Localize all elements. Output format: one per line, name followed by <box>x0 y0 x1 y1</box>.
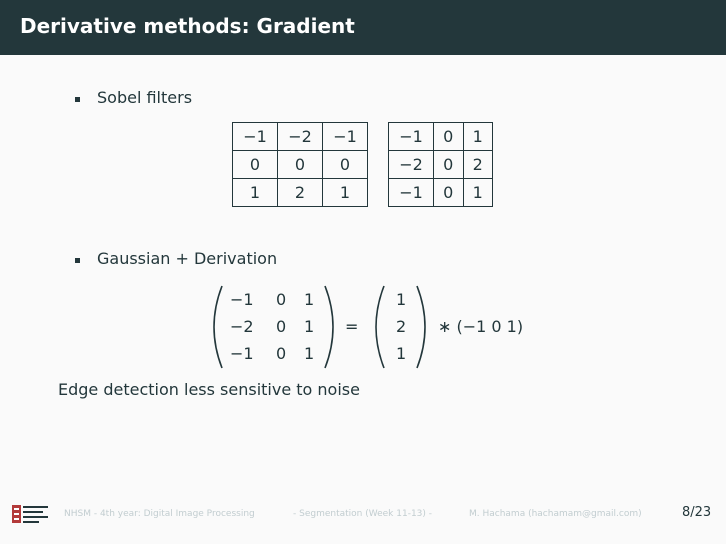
kernel-cell: −1 <box>389 123 434 151</box>
kernel-cell: −1 <box>323 123 368 151</box>
bullet-sobel-filters: Sobel filters <box>97 88 193 107</box>
equals-sign: = <box>345 317 359 336</box>
kernel-cell: 0 <box>434 151 464 179</box>
matrix-entry: −1 <box>230 344 254 363</box>
left-paren <box>214 286 222 368</box>
conclusion-text: Edge detection less sensitive to noise <box>58 380 360 399</box>
footer <box>0 500 726 530</box>
matrix-entry: 1 <box>304 344 315 363</box>
page-number: 8/23 <box>682 505 712 520</box>
kernel-cell: 1 <box>323 179 368 207</box>
kernel-cell: 1 <box>463 179 493 207</box>
kernel-cell: 0 <box>434 123 464 151</box>
right-paren <box>325 286 333 368</box>
convolution-row-vector: ∗ (−1 0 1) <box>438 317 524 336</box>
kernel-cell: 1 <box>233 179 278 207</box>
kernel-cell: −2 <box>389 151 434 179</box>
footer-course: NHSM - 4th year: Digital Image Processing <box>64 509 255 519</box>
kernel-cell: 0 <box>323 151 368 179</box>
vector-entry: 1 <box>396 344 407 363</box>
matrix-entry: 0 <box>276 344 287 363</box>
left-paren <box>376 286 384 368</box>
kernel-cell: −1 <box>233 123 278 151</box>
kernel-cell: 0 <box>233 151 278 179</box>
footer-section: - Segmentation (Week 11-13) - <box>293 509 433 519</box>
vector-entry: 1 <box>396 290 407 309</box>
matrix-entry: 1 <box>304 317 315 336</box>
matrix-entry: 0 <box>276 290 287 309</box>
kernel-cell: 1 <box>463 123 493 151</box>
right-paren <box>417 286 425 368</box>
kernel-cell: 0 <box>434 179 464 207</box>
kernel-cell: 0 <box>278 151 323 179</box>
matrix-entry: −2 <box>230 317 254 336</box>
vector-entry: 2 <box>396 317 407 336</box>
bullet-gaussian-derivation: Gaussian + Derivation <box>97 249 278 268</box>
kernel-cell: 2 <box>463 151 493 179</box>
kernel-cell: −1 <box>389 179 434 207</box>
matrix-entry: 0 <box>276 317 287 336</box>
kernel-cell: 2 <box>278 179 323 207</box>
matrix-entry: 1 <box>304 290 315 309</box>
kernel-cell: −2 <box>278 123 323 151</box>
slide-title: Derivative methods: Gradient <box>20 14 355 38</box>
footer-author: M. Hachama (hachamam@gmail.com) <box>469 509 642 519</box>
matrix-entry: −1 <box>230 290 254 309</box>
